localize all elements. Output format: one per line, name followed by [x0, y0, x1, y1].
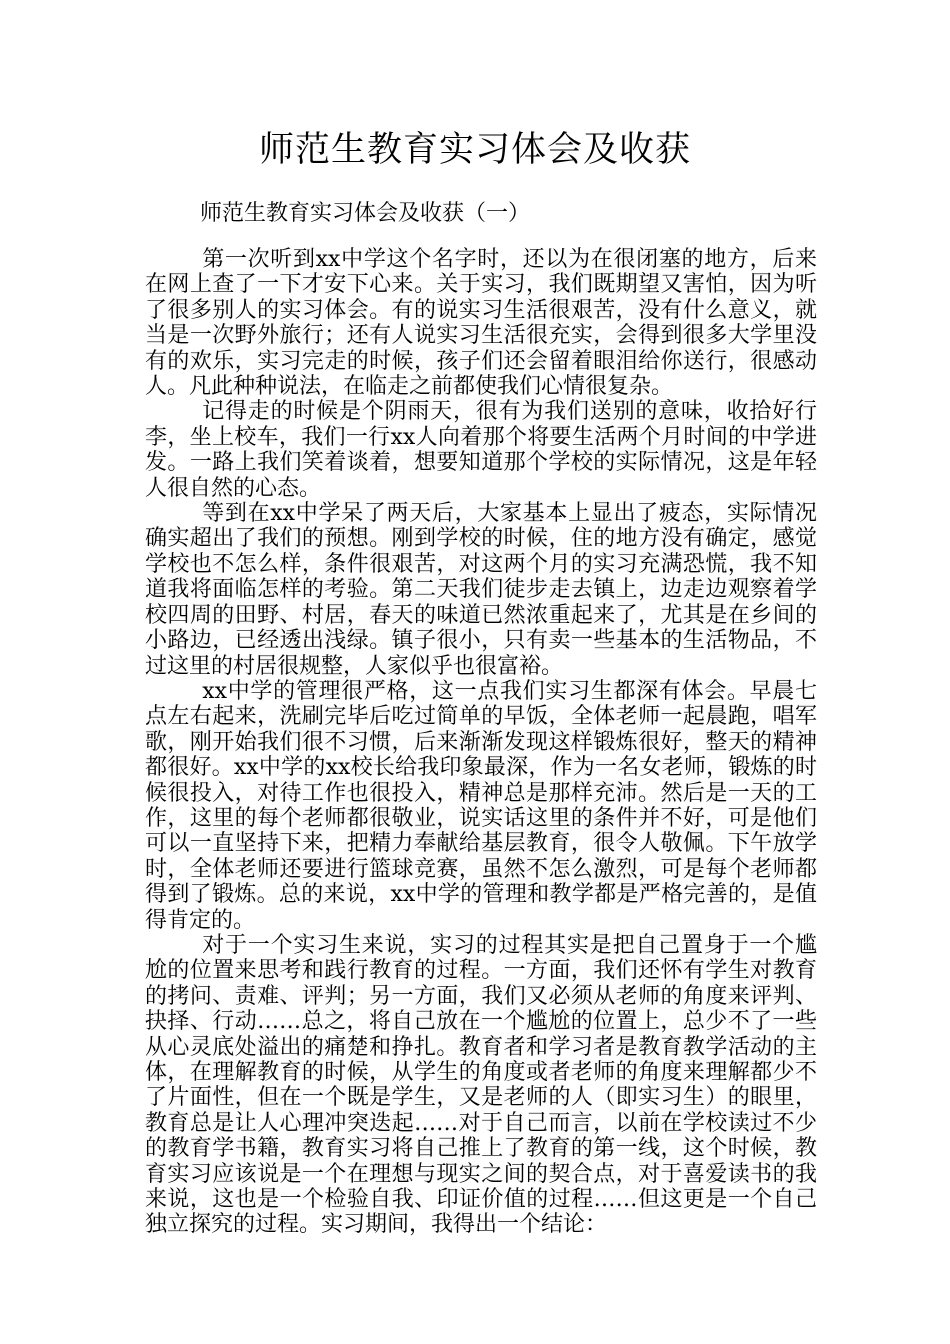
section-subtitle: 师范生教育实习体会及收获（一）	[200, 201, 531, 226]
paragraph: 第一次听到xx中学这个名字时，还以为在很闭塞的地方，后来在网上查了一下才安下心来。关于实习，我们既期望又害怕，因为听了很多别人的实习体会。有的说实习生活很艰苦，没有什么意义，就当是一次野外旅行；还有人说实习生活很充实，会得到很多大学里没有的欢乐，实习完走的时候，孩子们还会留着眼泪给你送行，很感动人。凡此种种说法，在临走之前都使我们心情很复杂。	[145, 247, 817, 400]
document-body	[145, 247, 817, 1238]
document-title: 师范生教育实习体会及收获	[258, 130, 691, 170]
paragraph: 记得走的时候是个阴雨天，很有为我们送别的意味，收拾好行李，坐上校车，我们一行xx人向着那个将要生活两个月时间的中学进发。一路上我们笑着谈着，想要知道那个学校的实际情况，这是年轻人很自然的心态。	[145, 399, 817, 501]
paragraph: 对于一个实习生来说，实习的过程其实是把自己置身于一个尴尬的位置来思考和践行教育的过程。一方面，我们还怀有学生对教育的拷问、责难、评判；另一方面，我们又必须从老师的角度来评判、抉择、行动……总之，将自己放在一个尴尬的位置上，总少不了一些从心灵底处溢出的痛楚和挣扎。教育者和学习者是教育教学活动的主体，在理解教育的时候，从学生的角度或者老师的角度来理解都少不了片面性，但在一个既是学生，又是老师的人（即实习生）的眼里，教育总是让人心理冲突迭起……对于自己而言，以前在学校读过不少的教育学书籍，教育实习将自己推上了教育的第一线，这个时候，教育实习应该说是一个在理想与现实之间的契合点，对于喜爱读书的我来说，这也是一个检验自我、印证价值的过程……但这更是一个自己独立探究的过程。实习期间，我得出一个结论：	[145, 932, 817, 1238]
paragraph: 等到在xx中学呆了两天后，大家基本上显出了疲态，实际情况确实超出了我们的预想。刚到学校的时候，住的地方没有确定，感觉学校也不怎么样，条件很艰苦，对这两个月的实习充满恐慌，我不知道我将面临怎样的考验。第二天我们徒步走去镇上，边走边观察着学校四周的田野、村居，春天的味道已然浓重起来了，尤其是在乡间的小路边，已经透出浅绿。镇子很小，只有卖一些基本的生活物品，不过这里的村居很规整，人家似乎也很富裕。	[145, 501, 817, 679]
paragraph: xx中学的管理很严格，这一点我们实习生都深有体会。早晨七点左右起来，洗刷完毕后吃过简单的早饭，全体老师一起晨跑，唱军歌，刚开始我们很不习惯，后来渐渐发现这样锻炼很好，整天的精神都很好。xx中学的xx校长给我印象最深，作为一名女老师，锻炼的时候很投入，对待工作也很投入，精神总是那样充沛。然后是一天的工作，这里的每个老师都很敬业，说实话这里的条件并不好，可是他们可以一直坚持下来，把精力奉献给基层教育，很令人敬佩。下午放学时，全体老师还要进行篮球竞赛，虽然不怎么激烈，可是每个老师都得到了锻炼。总的来说，xx中学的管理和教学都是严格完善的，是值得肯定的。	[145, 678, 817, 933]
